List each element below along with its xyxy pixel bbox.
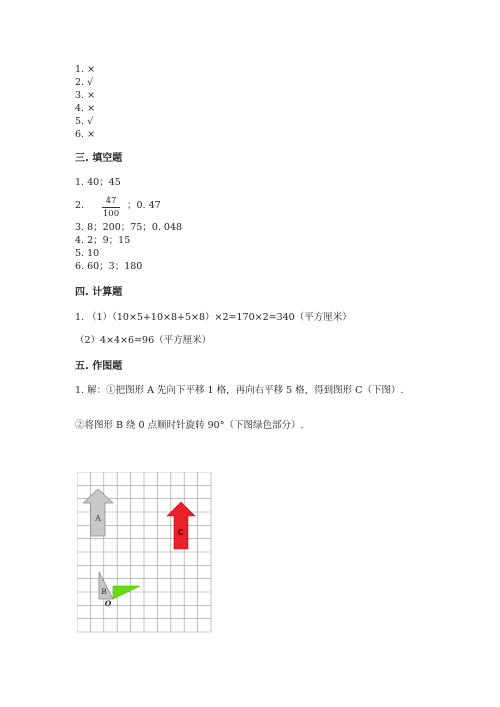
answer-line: 2. √ (75, 77, 94, 88)
fraction (102, 196, 120, 219)
answer-line: 1. 解：①把图形 A 先向下平移 1 格，再向右平移 5 格，得到图形 C（下图）. (75, 385, 404, 396)
answer-line: 1. （1）（10×5+10×8+5×8）×2=170×2=340（平方厘米） (75, 312, 352, 323)
label-a: A (95, 514, 101, 523)
shape-green (113, 586, 140, 599)
answer-line: ②将图形 B 绕 0 点顺时针旋转 90°（下图绿色部分）. (75, 420, 304, 431)
fraction-denominator: 100 (102, 209, 120, 219)
grid-figure (77, 472, 213, 634)
answer-line: 5. 10 (75, 248, 100, 259)
answer-line: 6. × (75, 129, 96, 140)
answer-line: 6. 60；3；180 (75, 261, 143, 272)
answer-line: 2. (75, 200, 85, 211)
answer-line: 5. √ (75, 116, 94, 127)
answer-line: 3. 8；200；75；0. 048 (75, 222, 183, 233)
fraction-numerator: 47 (102, 196, 120, 208)
section-title: 五. 作图题 (75, 361, 123, 372)
answer-line: 1. 40；45 (75, 177, 121, 188)
section-title: 四. 计算题 (75, 287, 123, 298)
answer-line: 4. 2；9；15 (75, 235, 131, 246)
answer-line: 3. × (75, 90, 96, 101)
answer-line: ；0. 47 (127, 200, 161, 211)
answer-line: 1. × (75, 64, 96, 75)
label-o: O (104, 599, 112, 608)
section-title: 三. 填空题 (75, 153, 123, 164)
answer-line: 4. × (75, 103, 96, 114)
label-b: B (101, 587, 107, 596)
label-c: C (177, 528, 184, 537)
shape-a (84, 489, 114, 536)
answer-line: （2）4×4×6=96（平方厘米） (75, 335, 212, 346)
